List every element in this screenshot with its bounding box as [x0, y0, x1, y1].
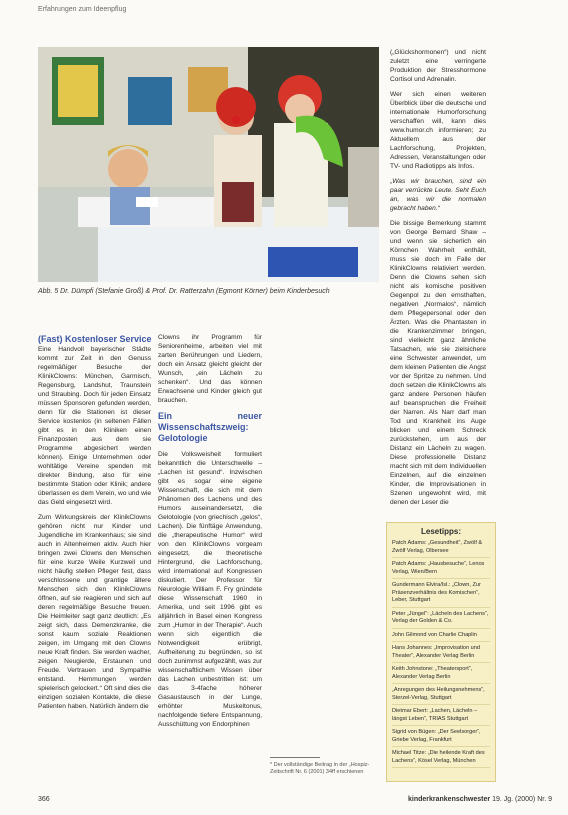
section-heading-kostenloser-service: (Fast) Kostenloser Service: [38, 334, 152, 344]
reading-tip-item: Peter „Jüngel“: „Lächeln des Lachens“, Verlag der Golden & Co.: [392, 611, 490, 629]
paragraph: Die bissige Bemerkung stammt von George Bernard Shaw – und wenn sie sicherlich ein Körnchen Wahrheit enthält, muss sie doch im Falle der KlinikClowns relativiert werden. Denn die Clowns sehen sich nicht als komische positiven Gegenpol zu den ernsthaften, negativen „Normalos“, nämlich dem Pflegepersonal oder den Ärzten. Was die Phantasten in die Krankenzimmer bringen, sind vielleicht ganz ähnliche Tatsachen, wie sie zielsichere eine Schwester anwendet, um dem kleinen Patienten die Angst vor der Spritze zu nehmen. Und doch setzen die KlinikClowns als ganz andere Personen häufen auf beanspruchen die Freiheit der Narren. Als Narr darf man Tod und Krankheit ins Auge blicken und einem Schreck zurückstehen, um aus der Distanz ein Lächeln zu wagen. Diese professionelle Distanz macht sich mit dem Individuellen Einzelnen, auf die einzelnen Kinder, die Improvisationen in Szenen ungewohnt wird, mit denen der Leser die: [390, 220, 486, 506]
reading-tips-title: Lesetipps:: [420, 527, 461, 536]
journal-footer: [408, 796, 552, 803]
column-1: [38, 345, 151, 717]
column-3: [390, 48, 486, 513]
reading-tip-item: Hans Johannes: „Improvisation und Theater“, Alexander Verlag Berlin: [392, 645, 490, 663]
reading-tip-item: John Gilmond von Charlie Chaplin: [392, 632, 490, 643]
footnote-rule: [270, 757, 320, 758]
column-2: [158, 333, 262, 735]
paragraph: Wer sich einen weiteren Überblick über die deutsche und internationale Humorforschung verschaffen will, kann dies www.humor.ch informieren; zu Aktuellem aus der Lachforschung, Projekten, Adressen, Veranstaltungen oder TV- und Radiotipps als Infos.: [390, 91, 486, 170]
paragraph: Zum Wirkungskreis der KlinikClowns gehören nicht nur Kinder und Jugendliche im Krankenhaus; sie sind auch in Altenheimen aktiv. Auch hier bringen zwei Clowns den Menschen für eine kurze Weile Kurzweil und nicht häufig stellen Pfleger fest, dass verschlossene und grantige ältere Menschen sich den KlinikClowns öffnen, auf sie reagieren und sich auf deren regelmäßige Besuche freuen. Die Heimleiter sagt ganz deutlich: „Es zeigt sich, dass Demenzkranke, die sonst kaum soziale Reaktionen zeigen, im Umgang mit den Clowns neue Kraft finden. Sie werden wacher, zeigen Neugierde, Erstaunen und Freude. Vertrauen und Sympathie entstand. Hemmungen werden spielerisch gelockert.“ Oft sind dies die einzigen sozialen Kontakte, die diese Patienten haben. Natürlich ändern die: [38, 514, 151, 710]
journal-name: kinderkrankenschwester: [408, 796, 491, 803]
reading-tip-item: Gundermann Elvira/Isl.: „Clown, Zur Präsenzverhältnis des Komischen“, Leber, Stuttgart: [392, 582, 490, 608]
paragraph: Clowns ihr Programm für Seniorenheime, arbeiten viel mit zarten Berührungen und Liedern, doch ein Ansatz gleicht gleicht der Wunsch, „ein Lächeln zu schenken“. Und das können Erwachsene und Kinder gleich gut brauchen.: [158, 334, 262, 404]
reading-tip-item: Patch Adams: „Hausbesuche“, Lenos Verlag, Wien/Bern: [392, 561, 490, 579]
clown-visit-photo: [38, 47, 379, 282]
shaw-quote: „Was wir brauchen, sind ein paar verrückte Leute. Seht Euch an, was wir die normalen gebracht haben.“: [390, 178, 486, 212]
photo-illustration: [38, 47, 379, 282]
photo-caption: Abb. 5 Dr. Dümpfi (Stefanie Groß) & Prof. Dr. Ratterzahn (Egmont Körner) beim Kinderbesuch: [38, 288, 330, 295]
reading-tips-box: [386, 522, 496, 782]
reading-tip-item: „Anregungen des Heilungsnehmens“, Sterzel-Verlag, Stuttgart: [392, 687, 490, 705]
section-heading-gelotologie: Ein neuer Wissenschaftszweig: Gelotologie: [158, 411, 262, 443]
reading-tip-item: Michael Titze: „Die heilende Kraft des Lachens“, Kösel Verlag, München: [392, 750, 490, 768]
reading-tip-item: Dietmar Ebert: „Lachen, Lächeln – längst Leben“, TRIAS Stuttgart: [392, 708, 490, 726]
journal-issue: 19. Jg. (2000) Nr. 9: [492, 796, 552, 803]
paragraph: Die Volksweisheit formuliert bekanntlich die Unterschwelle – „Lachen ist gesund“. Inzwischen gibt es sogar eine eigene Wissenschaft, die sich mit dem Phänomen des Lachens und des Humors auseinandersetzt, die Gelotologie (von griechisch „gelos“, Lachen). Die fünftäge Anwendung, die „therapeutische Humor“ wird von den KlinikClowns vorgeam eingesetzt, die theoretische Hintergrund, die Lachforschung, wird international auf Kongressen diskutiert. Der Professor für Neurologie William F. Fry gründete diese Wissenschaft 1960 in Amerika, und seit 1996 gibt es alljährlich in Basel einen Kongress zum „Humor in der Therapie“. Auch wenn sich eigentlich die Notwendigkeit erübrigt, Aufheiterung zu begründen, so ist doch zunimmst aufgezählt, was zur wissenschaftlichem Wissen über das Lachen unbestritten ist: um das 3-4fache höherer Gasaustausch in der Lunge, erhöhter Muskeltonus, nachfolgende tiefere Entspannung, Ausschüttung von Endorphinen: [158, 451, 262, 728]
reading-tip-item: Keith Johnstone: „Theatersport“, Alexander Verlag Berlin: [392, 666, 490, 684]
footnote: * Der vollständige Beitrag in der „Hospiz-Zeitschrift Nr. 6 (2001) 34ff erschienen: [270, 762, 370, 775]
reading-tip-item: Patch Adams: „Gesundheit“, Zwölf & Zwölf Verlag, Olbersee: [392, 540, 490, 558]
running-head: Erfahrungen zum Ideenpflug: [38, 6, 127, 13]
reading-tip-item: Sigrid von Bügen: „Der Seelsorger“, Griebe Verlag, Frankfurt: [392, 729, 490, 747]
page-number: 366: [38, 796, 50, 803]
paragraph: Eine Handvoll bayerischer Städte kommt zur Zeit in den Genuss regelmäßiger Besuche der KlinikClowns: München, Garmisch, Regensburg, Landshut, Traunstein und Straubing. Doch für jeden Einsatz müssen Sponsoren gefunden werden, denn für die Stationen ist dieser Service kostenlos (in seltenen Fällen gibt es in den Kliniken einen Finanzposten aus dem sie Programme abgesichert werden können). Einige Unternehmen oder wohltätige Vereine spenden mit direkter Bindung, also für eine bestimmte Station oder Klinik; andere überlassen es dem Verein, wo und wie das Geld eingesetzt wird.: [38, 346, 151, 506]
paragraph: („Glückshormonen“) und nicht zuletzt eine verringerte Produktion der Stresshormone Cortisol und Adrenalin.: [390, 49, 486, 83]
